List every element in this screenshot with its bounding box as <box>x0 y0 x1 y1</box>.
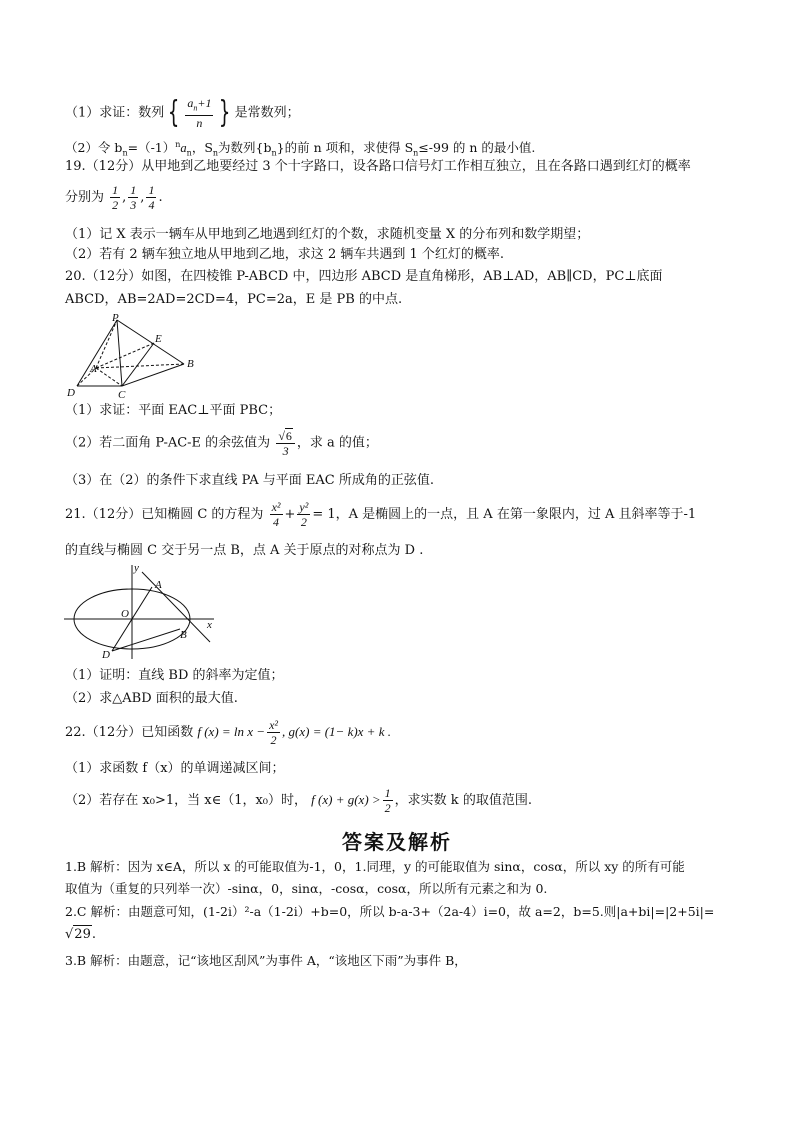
answer-3-line1: 3.B 解析：由题意，记“该地区刮风”为事件 A，“该地区下雨”为事件 B， <box>65 953 467 968</box>
q18-part1-end: 是常数列； <box>234 105 300 121</box>
ellipse-x-den: 4 <box>273 515 280 529</box>
q21-stem-end: = 1，A 是椭圆上的一点，且 A 在第一象限内，过 A 且斜率等于-1 <box>312 507 697 522</box>
answer-2-line1: 2.C 解析：由题意可知，(1-2i）²-a（1-2i）+b=0，所以 b-a-3+（2a-4）i=0，故 a=2，b=5.则|a+bi|=|2+5i|= <box>65 904 715 919</box>
q18-p2-h: n <box>212 148 219 158</box>
f-den: 2 <box>270 733 277 747</box>
f-def-a: f (x) = ln x − <box>197 724 266 739</box>
q18-p2-m: ≤-99 的 n 的最小值. <box>418 140 536 156</box>
q19-stem2-text: 分别为 <box>65 190 105 205</box>
label-b: B <box>187 358 194 370</box>
answer-2-period: . <box>91 927 96 942</box>
q18-part1 <box>65 96 300 130</box>
q18-fraction <box>185 96 213 130</box>
edge-cb <box>122 364 184 386</box>
line-ab <box>142 572 210 642</box>
label-c: C <box>118 389 126 401</box>
label-e: E <box>155 333 162 345</box>
q19-part2: （2）若有 2 辆车独立地从甲地到乙地，求这 2 辆车共遇到 1 个红灯的概率. <box>65 247 505 262</box>
label-x: x <box>207 619 212 631</box>
q20-stem1: 20.（12分）如图，在四棱锥 P-ABCD 中，四边形 ABCD 是直角梯形，AB⊥AD，AB∥CD，PC⊥底面 <box>65 269 663 284</box>
q22-p2-end: ，求实数 k 的取值范围. <box>394 793 532 808</box>
half-den: 2 <box>384 801 391 815</box>
ellipse-y-frac <box>297 500 310 529</box>
q20-part2 <box>65 428 378 458</box>
q19-stem2: 分别为 $\frac{1}{2}$ , $\frac{1}{3}$ , $\frac{1}{4}$ . <box>65 183 163 212</box>
q18-p2-e: a <box>180 141 187 156</box>
q22-p2-math: f (x) + g(x) > <box>311 792 381 807</box>
answer-1-line2: 取值为（重复的只列举一次）-sinα，0，sinα，-cosα，cosα，所以所有元素之和为 0. <box>65 881 548 896</box>
label-y: y <box>134 562 139 574</box>
ellipse-y-den: 2 <box>300 515 307 529</box>
prob-1-fraction <box>110 183 120 212</box>
cos-num: 6 <box>285 429 292 443</box>
q18-p2-b: n <box>122 148 128 158</box>
ellipse-figure <box>62 562 222 662</box>
q22-stem <box>65 718 391 747</box>
label-d: D <box>67 387 75 399</box>
label-a: A <box>155 579 162 591</box>
q18-p2-a: （2）令 b <box>65 140 123 156</box>
label-b: B <box>180 629 187 641</box>
prob-2-fraction <box>128 183 138 212</box>
edge-ap <box>96 320 117 368</box>
edge-ac <box>96 368 122 386</box>
q20-part1: （1）求证：平面 EAC⊥平面 PBC； <box>65 403 282 418</box>
f-def-b: , g(x) = (1− k)x + k . <box>282 724 391 739</box>
q21-part1: （1）证明：直线 BD 的斜率为定值； <box>65 668 284 683</box>
q20-p2-text: （2）若二面角 P-AC-E 的余弦值为 <box>65 435 271 451</box>
prob-3-fraction <box>146 183 156 212</box>
q19-part1: （1）记 X 表示一辆车从甲地到乙地遇到红灯的个数，求随机变量 X 的分布列和数学期望； <box>65 227 590 242</box>
prob-3-num: 1 <box>148 183 155 197</box>
prob-2-num: 1 <box>130 183 137 197</box>
q18-p2-f: n <box>186 148 192 158</box>
q20-part3: （3）在（2）的条件下求直线 PA 与平面 EAC 所成角的正弦值. <box>65 473 434 488</box>
q22-stem-text: 22.（12分）已知函数 <box>65 725 194 740</box>
left-brace: { <box>168 95 180 131</box>
prob-1-den: 2 <box>112 198 119 212</box>
prob-1-num: 1 <box>112 183 119 197</box>
q21-stem2: 的直线与椭圆 C 交于另一点 B，点 A 关于原点的对称点为 D . <box>65 543 424 558</box>
q18-p2-d: n <box>175 140 181 149</box>
f-fraction <box>267 718 280 747</box>
answer-1-line1: 1.B 解析：因为 x∈A，所以 x 的可能取值为-1，0，1.同理，y 的可能取值为 sinα，cosα，所以 xy 的所有可能 <box>65 859 685 874</box>
label-p: P <box>112 312 119 324</box>
q22-p2-text: （2）若存在 x₀>1，当 x∈（1，x₀）时， <box>65 793 308 808</box>
label-a: A <box>90 363 97 375</box>
q22-part2 <box>65 786 532 815</box>
q18-p2-k: }的前 n 项和，求使得 S <box>276 140 414 156</box>
half-fraction <box>383 786 393 815</box>
prob-3-den: 4 <box>148 198 155 212</box>
q18-den: n <box>196 116 203 131</box>
ellipse-y-num: y² <box>299 500 309 514</box>
q20-stem2: ABCD，AB=2AD=2CD=4，PC=2a，E 是 PB 的中点. <box>65 292 403 307</box>
q18-num-a: a <box>187 96 194 110</box>
cos-fraction: $\frac{√6}{3}$ <box>276 428 295 458</box>
q20-p2-end: ，求 a 的值； <box>296 435 378 451</box>
q21-stem1: 21.（12分）已知椭圆 C 的方程为 $\frac{\text{x²}}{4}$ + $\frac{\text{y²}}{2}$ = 1，A 是椭圆上的一点，且 A 在第一象限内，过 A 且斜率等于-1 <box>65 500 697 529</box>
prob-2-den: 3 <box>130 198 137 212</box>
edge-ab <box>96 364 184 368</box>
label-o: O <box>121 608 129 620</box>
pyramid-figure <box>62 312 212 402</box>
q18-p2-j: n <box>271 148 277 158</box>
answers-heading: 答案及解析 <box>342 830 452 854</box>
label-d: D <box>102 649 110 661</box>
ellipse-x-frac <box>270 500 283 529</box>
q21-stem-text: 21.（12分）已知椭圆 C 的方程为 <box>65 507 264 522</box>
q18-part1-text: （1）求证：数列 <box>65 105 165 121</box>
q21-part2: （2）求△ABD 面积的最大值. <box>65 691 238 706</box>
edge-pb <box>117 320 184 364</box>
q18-p2-i: 为数列{b <box>218 140 272 156</box>
sqrt-29: 29 <box>74 927 91 942</box>
q22-part1: （1）求函数 f（x）的单调递减区间； <box>65 761 285 776</box>
q18-num-rest: +1 <box>197 96 212 110</box>
q18-p2-g: ，S <box>191 140 213 156</box>
q18-num-sub: n <box>193 103 198 113</box>
f-num: x² <box>269 718 279 732</box>
q19-stem1: 19.（12分）从甲地到乙地要经过 3 个十字路口，设各路口信号灯工作相互独立，且在各路口遇到红灯的概率 <box>65 159 691 174</box>
right-brace: } <box>219 95 231 131</box>
cos-den: 3 <box>282 444 289 458</box>
edge-pc <box>117 320 122 386</box>
q18-p2-l: n <box>413 148 419 158</box>
edge-pd <box>77 320 117 386</box>
answer-2-line2: √29. <box>65 927 96 942</box>
half-num: 1 <box>384 786 391 800</box>
q18-p2-c: =（-1） <box>127 140 176 156</box>
ellipse-x-num: x² <box>271 500 281 514</box>
